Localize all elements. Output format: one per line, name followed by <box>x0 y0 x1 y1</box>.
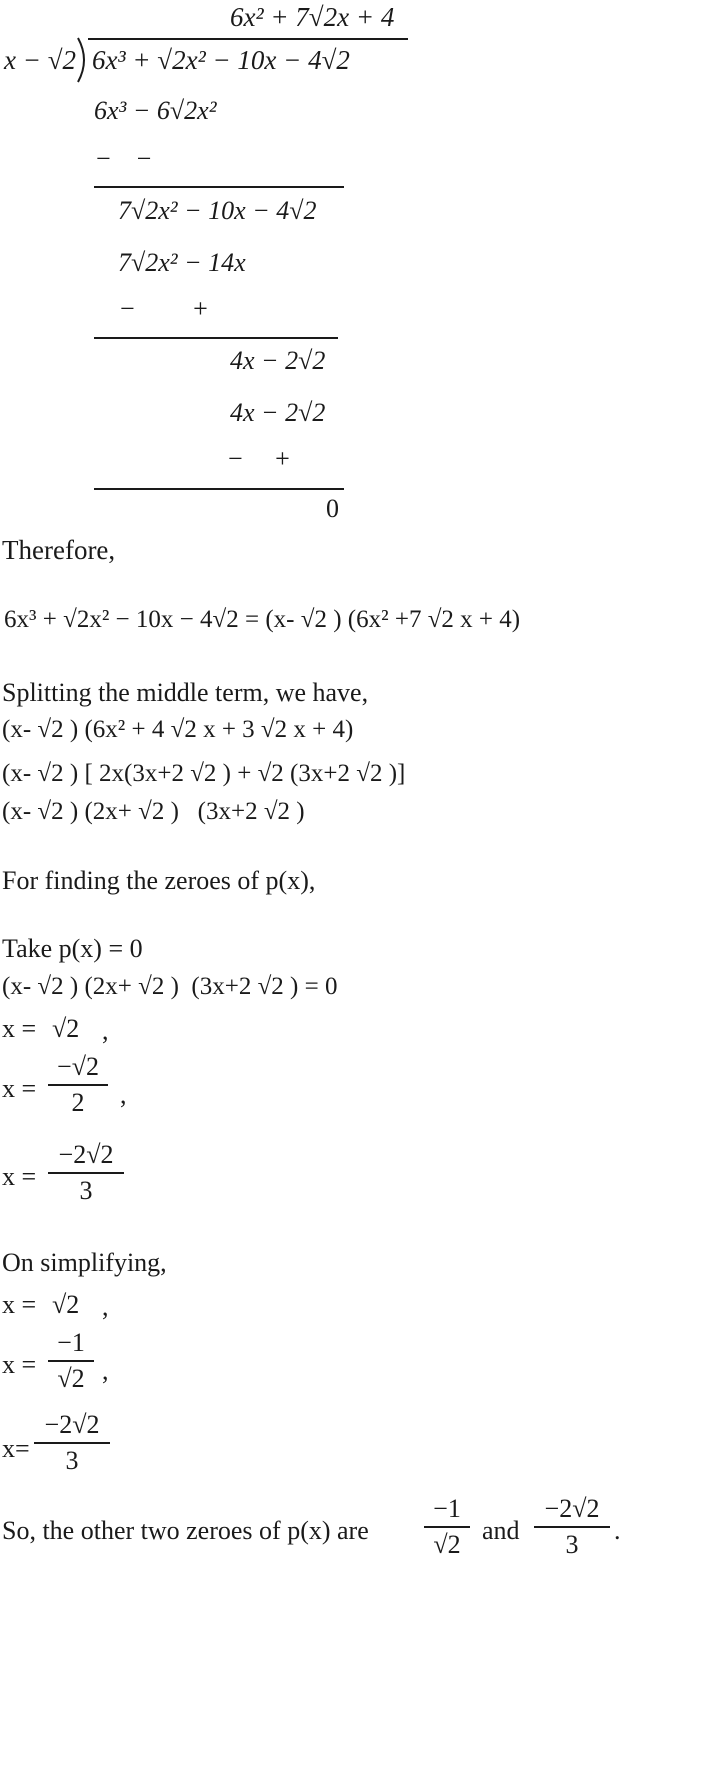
split-step-2: (x- √2 ) [ 2x(3x+2 √2 ) + √2 (3x+2 √2 )] <box>2 760 406 787</box>
simp-root3-fraction <box>34 1410 110 1476</box>
root3-fraction-bar <box>48 1172 124 1174</box>
final-remainder: 0 <box>326 494 339 523</box>
conclusion-fraction-1 <box>424 1494 470 1560</box>
divisor: x − √2 <box>4 45 77 75</box>
simplifying-label: On simplifying, <box>2 1248 167 1277</box>
step2-remainder: 4x − 2√2 <box>230 346 326 375</box>
step1-signs: − − <box>96 144 152 173</box>
step1-subtrahend: 6x³ − 6√2x² <box>94 96 217 125</box>
simp-root2-numerator: −1 <box>57 1328 85 1357</box>
root1-comma: , <box>102 1016 109 1045</box>
take-label: Take p(x) = 0 <box>2 934 143 963</box>
root2-fraction-bar <box>48 1084 108 1086</box>
simp-root2-comma: , <box>102 1356 109 1385</box>
step1-rule <box>94 186 344 188</box>
therefore-label: Therefore, <box>2 535 116 565</box>
split-step-3: (x- √2 ) (2x+ √2 ) (3x+2 √2 ) <box>2 798 305 825</box>
quotient: 6x² + 7√2x + 4 <box>230 2 395 32</box>
simp-root2-denominator: √2 <box>57 1364 85 1393</box>
conclusion-period: . <box>614 1516 621 1545</box>
root2-numerator: −√2 <box>57 1052 99 1081</box>
simp-root3-x-label: x= <box>2 1434 30 1463</box>
splitting-label: Splitting the middle term, we have, <box>2 678 369 707</box>
simp-root2-fraction-bar <box>48 1360 94 1362</box>
root3-fraction <box>48 1140 124 1206</box>
simp-root2-x-label: x = <box>2 1350 37 1379</box>
step1-remainder: 7√2x² − 10x − 4√2 <box>118 196 317 225</box>
step3-rule <box>94 488 344 490</box>
conclusion-fraction-2-numerator: −2√2 <box>544 1494 600 1523</box>
conclusion-fraction-1-bar <box>424 1526 470 1528</box>
root2-x-label: x = <box>2 1074 37 1103</box>
finding-label: For finding the zeroes of p(x), <box>2 866 316 895</box>
conclusion-and: and <box>482 1516 520 1545</box>
simp-root2-fraction <box>48 1328 94 1394</box>
simp-root3-fraction-bar <box>34 1442 110 1444</box>
factor-identity: 6x³ + √2x² − 10x − 4√2 = (x- √2 ) (6x² +7 √2 x + 4) <box>4 606 521 633</box>
division-bracket <box>76 38 92 82</box>
root2-fraction <box>48 1052 108 1118</box>
root3-numerator: −2√2 <box>58 1140 114 1169</box>
quotient-bar <box>88 38 408 40</box>
root2-denominator: 2 <box>71 1088 85 1117</box>
dividend: 6x³ + √2x² − 10x − 4√2 <box>92 45 350 75</box>
conclusion-fraction-2 <box>534 1494 610 1560</box>
conclusion-fraction-1-denominator: √2 <box>433 1530 461 1559</box>
step2-subtrahend: 7√2x² − 14x <box>118 248 246 277</box>
conclusion-fraction-1-numerator: −1 <box>433 1494 461 1523</box>
simp-root1-x-label: x = <box>2 1290 37 1319</box>
simp-root1-comma: , <box>102 1292 109 1321</box>
step2-signs: − + <box>120 294 208 323</box>
split-step-1: (x- √2 ) (6x² + 4 √2 x + 3 √2 x + 4) <box>2 716 354 743</box>
conclusion-fraction-2-denominator: 3 <box>565 1530 579 1559</box>
root1-value: √2 <box>52 1014 80 1043</box>
zero-equation: (x- √2 ) (2x+ √2 ) (3x+2 √2 ) = 0 <box>2 973 338 1000</box>
root3-denominator: 3 <box>79 1176 93 1205</box>
root1-x-label: x = <box>2 1014 37 1043</box>
simp-root3-denominator: 3 <box>65 1446 79 1475</box>
conclusion-fraction-2-bar <box>534 1526 610 1528</box>
simp-root3-numerator: −2√2 <box>44 1410 100 1439</box>
root2-comma: , <box>120 1080 127 1109</box>
step2-rule <box>94 337 338 339</box>
step3-subtrahend: 4x − 2√2 <box>230 398 326 427</box>
conclusion-text: So, the other two zeroes of p(x) are <box>2 1516 369 1545</box>
step3-signs: − + <box>228 444 290 473</box>
root3-x-label: x = <box>2 1162 37 1191</box>
simp-root1-value: √2 <box>52 1290 80 1319</box>
